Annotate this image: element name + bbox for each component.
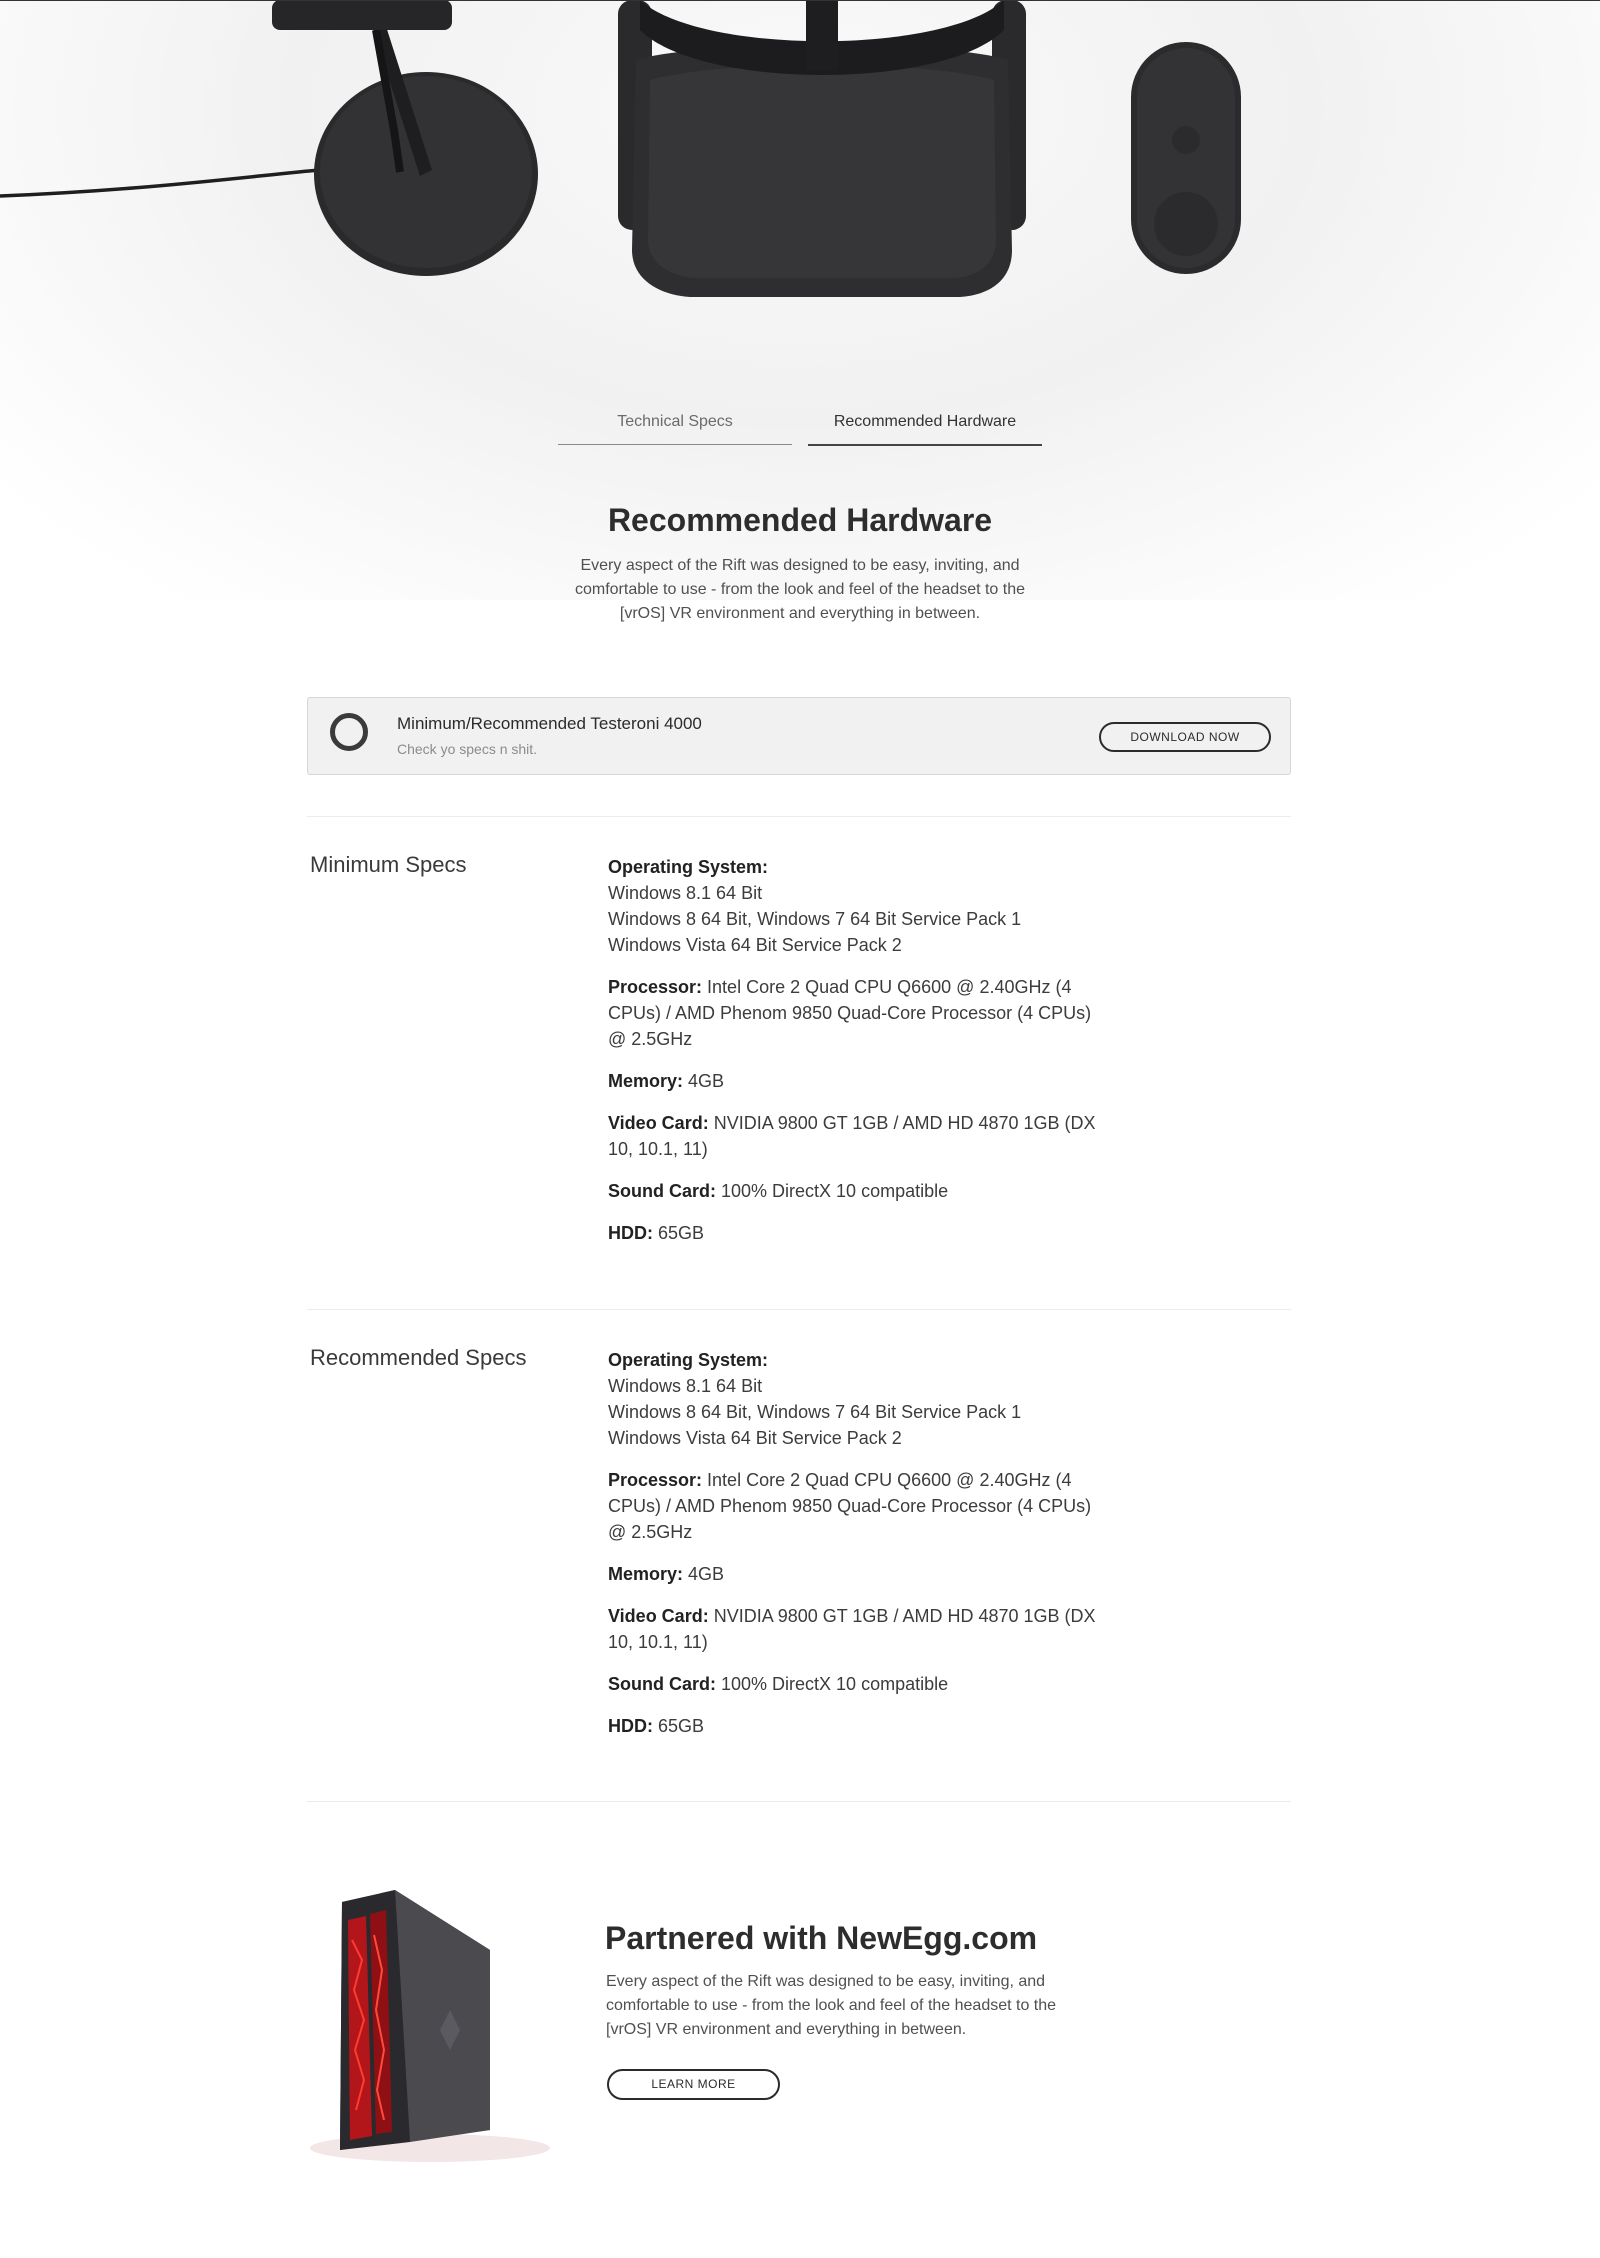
spec-label: HDD:: [608, 1716, 653, 1736]
headset: [618, 0, 1026, 297]
spec-value: 65GB: [653, 1223, 705, 1243]
spec-os-line: Windows 8.1 64 Bit: [608, 1376, 763, 1396]
recommended-specs-list: [608, 1347, 1108, 1755]
spec-memory: [608, 1561, 1108, 1587]
page-intro: Every aspect of the Rift was designed to be easy, inviting, and comfortable to use - from the look and feel of the headset to the [vrOS] VR environment and everything in between.: [574, 557, 1026, 622]
minimum-specs-heading: Minimum Specs: [310, 852, 467, 877]
spec-processor: [608, 974, 1108, 1052]
tab-technical-specs[interactable]: Technical Specs: [558, 400, 792, 445]
spec-sound-card: [608, 1178, 1108, 1204]
spec-label: Processor:: [608, 1470, 703, 1490]
spec-label: Sound Card:: [608, 1181, 716, 1201]
spec-label: Operating System:: [608, 1350, 769, 1370]
spec-label: Video Card:: [608, 1606, 709, 1626]
spec-label: Memory:: [608, 1564, 684, 1584]
spec-processor: [608, 1467, 1108, 1545]
spec-operating-system: [608, 1347, 1108, 1451]
spec-os-line: Windows Vista 64 Bit Service Pack 2: [608, 1428, 902, 1448]
spec-value: NVIDIA 9800 GT 1GB / AMD HD 4870 1GB (DX 10, 10.1, 11): [608, 1113, 1096, 1159]
divider: [307, 1309, 1291, 1310]
top-border: [0, 0, 1600, 1]
minimum-specs-list: [608, 854, 1108, 1262]
spec-hdd: [608, 1713, 1108, 1739]
spec-value: Intel Core 2 Quad CPU Q6600 @ 2.40GHz (4 CPUs) / AMD Phenom 9850 Quad-Core Processor (4 CPUs) @ 2.5GHz: [608, 1470, 1092, 1542]
spec-video-card: [608, 1110, 1108, 1162]
spec-value: 65GB: [653, 1716, 705, 1736]
circle-icon: [330, 713, 368, 751]
spec-video-card: [608, 1603, 1108, 1655]
divider: [307, 1801, 1291, 1802]
spec-label: Operating System:: [608, 857, 769, 877]
spec-os-line: Windows Vista 64 Bit Service Pack 2: [608, 935, 902, 955]
spec-value: 4GB: [683, 1564, 725, 1584]
spec-os-line: Windows 8 64 Bit, Windows 7 64 Bit Service Pack 1: [608, 1402, 1022, 1422]
spec-label: Memory:: [608, 1071, 684, 1091]
partner-text: Every aspect of the Rift was designed to be easy, inviting, and comfortable to use - from the look and feel of the headset to the [vrOS] VR environment and everything in between.: [606, 1973, 1057, 2038]
download-banner: [307, 697, 1291, 775]
spec-hdd: [608, 1220, 1108, 1246]
divider: [307, 816, 1291, 817]
remote-controller: [1131, 42, 1241, 274]
download-now-button[interactable]: DOWNLOAD NOW: [1099, 722, 1271, 752]
spec-memory: [608, 1068, 1108, 1094]
tab-recommended-hardware[interactable]: Recommended Hardware: [808, 400, 1042, 446]
tab-bar: [558, 400, 1042, 446]
spec-value: 100% DirectX 10 compatible: [716, 1181, 949, 1201]
spec-sound-card: [608, 1671, 1108, 1697]
recommended-specs-heading: Recommended Specs: [310, 1345, 527, 1370]
partner-title: Partnered with NewEgg.com: [605, 1920, 1038, 1956]
banner-title: Minimum/Recommended Testeroni 4000: [397, 714, 702, 733]
spec-value: 4GB: [683, 1071, 725, 1091]
spec-label: Video Card:: [608, 1113, 709, 1133]
sensor-head: [272, 0, 452, 30]
spec-operating-system: [608, 854, 1108, 958]
learn-more-button[interactable]: LEARN MORE: [607, 2069, 780, 2100]
spec-os-line: Windows 8.1 64 Bit: [608, 883, 763, 903]
spec-value: 100% DirectX 10 compatible: [716, 1674, 949, 1694]
page-title: Recommended Hardware: [607, 502, 993, 538]
spec-label: Processor:: [608, 977, 703, 997]
spec-value: NVIDIA 9800 GT 1GB / AMD HD 4870 1GB (DX 10, 10.1, 11): [608, 1606, 1096, 1652]
banner-subtitle: Check yo specs n shit.: [397, 741, 538, 757]
gaming-pc-image: [300, 1880, 560, 2170]
spec-os-line: Windows 8 64 Bit, Windows 7 64 Bit Service Pack 1: [608, 909, 1022, 929]
spec-value: Intel Core 2 Quad CPU Q6600 @ 2.40GHz (4 CPUs) / AMD Phenom 9850 Quad-Core Processor (4 CPUs) @ 2.5GHz: [608, 977, 1092, 1049]
spec-label: HDD:: [608, 1223, 653, 1243]
spec-label: Sound Card:: [608, 1674, 716, 1694]
